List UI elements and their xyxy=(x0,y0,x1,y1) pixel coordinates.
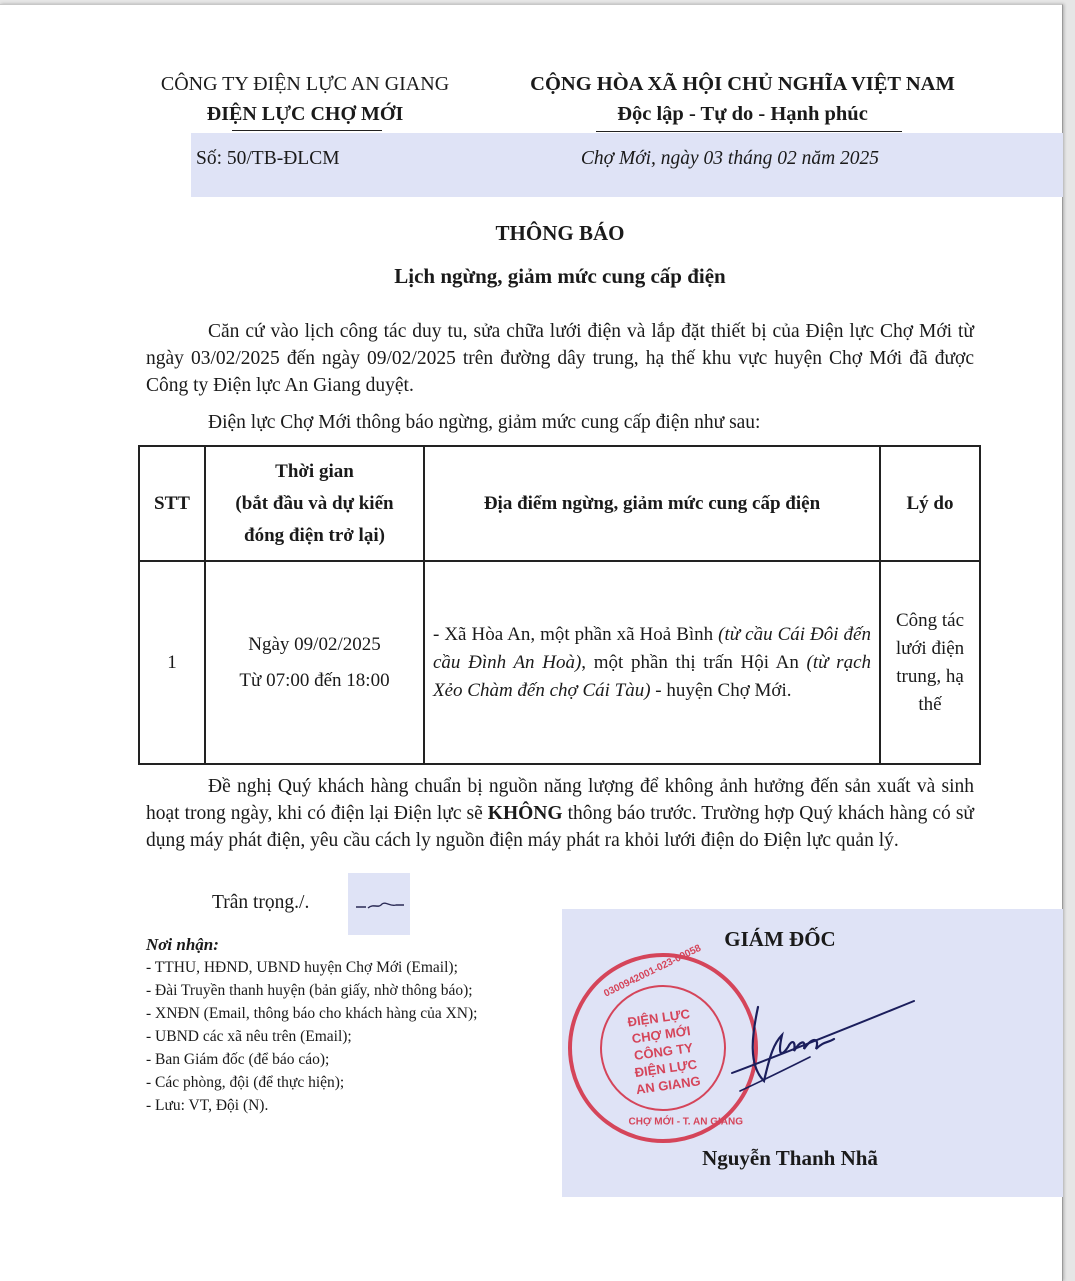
col-header-time-line1: Thời gian xyxy=(275,460,354,482)
list-item: - Lưu: VT, Đội (N). xyxy=(146,1097,269,1114)
list-item: - XNĐN (Email, thông báo cho khách hàng của XN); xyxy=(146,1005,478,1022)
notice-subtitle: Lịch ngừng, giảm mức cung cấp điện xyxy=(394,264,726,288)
document-page xyxy=(0,4,1063,1281)
handwritten-signature xyxy=(730,995,920,1095)
closing-emphasis: KHÔNG xyxy=(487,803,563,824)
seal-ring-text: 0300942001-023-00058 xyxy=(602,942,703,1000)
intro-text: Căn cứ vào lịch công tác duy tu, sửa chữa lưới điện và lắp đặt thiết bị của Điện lực Chợ Mới từ ngày 03/02/2025 đến ngày 09/02/2025 trên đường dây trung, hạ thế khu vực huyện Chợ Mới đã được Công ty Điện lực An Giang duyệt. xyxy=(146,321,974,396)
signatory-position: GIÁM ĐỐC xyxy=(724,927,836,951)
col-header-location: Địa điểm ngừng, giảm mức cung cấp điện xyxy=(424,446,880,561)
loc-part-e: - huyện Chợ Mới. xyxy=(650,679,792,701)
outage-schedule-table xyxy=(138,445,981,765)
row-location xyxy=(424,561,880,764)
recipients-heading: Nơi nhận: xyxy=(146,935,219,954)
initial-mark xyxy=(352,893,408,917)
org-unit: ĐIỆN LỰC CHỢ MỚI xyxy=(206,103,404,125)
col-header-reason: Lý do xyxy=(880,446,980,561)
list-item: - UBND các xã nêu trên (Email); xyxy=(146,1028,352,1045)
loc-part-d: (từ rạch Xẻo Chàm đến chợ Cái Tàu) xyxy=(433,651,872,701)
seal-ring-text: CHỢ MỚI - T. AN GIANG xyxy=(628,1116,743,1128)
col-header-time-line2: (bắt đầu và dự kiến đóng điện trở lại) xyxy=(235,492,394,546)
closing-text-a: Đề nghị Quý khách hàng chuẩn bị nguồn năng lượng để không ảnh hưởng đến sản xuất và sinh hoạt trong ngày, khi có điện lại Điện lực sẽ xyxy=(146,776,974,824)
recipients-list xyxy=(146,933,477,1117)
loc-part-c: , một phần thị trấn Hội An xyxy=(581,651,807,673)
loc-part-a: - Xã Hòa An, một phần xã Hoả Bình xyxy=(433,623,719,645)
table-row xyxy=(139,561,980,764)
org-underline xyxy=(232,130,382,131)
row-date: Ngày 09/02/2025 xyxy=(248,633,381,655)
row-hours: Từ 07:00 đến 18:00 xyxy=(239,669,390,691)
nation-name: CỘNG HÒA XÃ HỘI CHỦ NGHĨA VIỆT NAM xyxy=(530,73,955,95)
announce-text: Điện lực Chợ Mới thông báo ngừng, giảm mức cung cấp điện như sau: xyxy=(208,412,761,433)
col-header-stt: STT xyxy=(139,446,205,561)
closing-paragraph xyxy=(146,773,974,854)
regards: Trân trọng./. xyxy=(212,892,310,913)
list-item: - Ban Giám đốc (để báo cáo); xyxy=(146,1051,330,1068)
intro-paragraph xyxy=(146,318,974,399)
place-date: Chợ Mới, ngày 03 tháng 02 năm 2025 xyxy=(580,148,880,169)
announce-paragraph xyxy=(146,409,974,436)
org-parent: CÔNG TY ĐIỆN LỰC AN GIANG xyxy=(160,73,450,95)
signatory-name: Nguyễn Thanh Nhã xyxy=(702,1146,878,1170)
list-item: - Đài Truyền thanh huyện (bản giấy, nhờ thông báo); xyxy=(146,982,473,999)
motto-underline xyxy=(596,131,902,132)
loc-part-b: (từ cầu Cái Đôi đến cầu Đình An Hoà) xyxy=(433,623,871,673)
row-reason: Công tác lưới điện trung, hạ thế xyxy=(880,561,980,764)
doc-number: Số: 50/TB-ĐLCM xyxy=(196,148,340,169)
row-stt: 1 xyxy=(139,561,205,764)
col-header-time xyxy=(205,446,424,561)
motto: Độc lập - Tự do - Hạnh phúc xyxy=(617,103,868,125)
table-header-row xyxy=(139,446,980,561)
closing-text-b: thông báo trước. Trường hợp Quý khách hàng có sử dụng máy phát điện, yêu cầu cách ly nguồn điện máy phát ra khỏi lưới điện do Điện lực quản lý. xyxy=(146,803,974,851)
list-item: - Các phòng, đội (để thực hiện); xyxy=(146,1074,345,1091)
seal-center: ĐIỆN LỰC CHỢ MỚI CÔNG TY ĐIỆN LỰC AN GIANG xyxy=(592,977,734,1119)
notice-title: THÔNG BÁO xyxy=(495,221,625,245)
row-time xyxy=(205,561,424,764)
list-item: - TTHU, HĐND, UBND huyện Chợ Mới (Email); xyxy=(146,959,458,976)
